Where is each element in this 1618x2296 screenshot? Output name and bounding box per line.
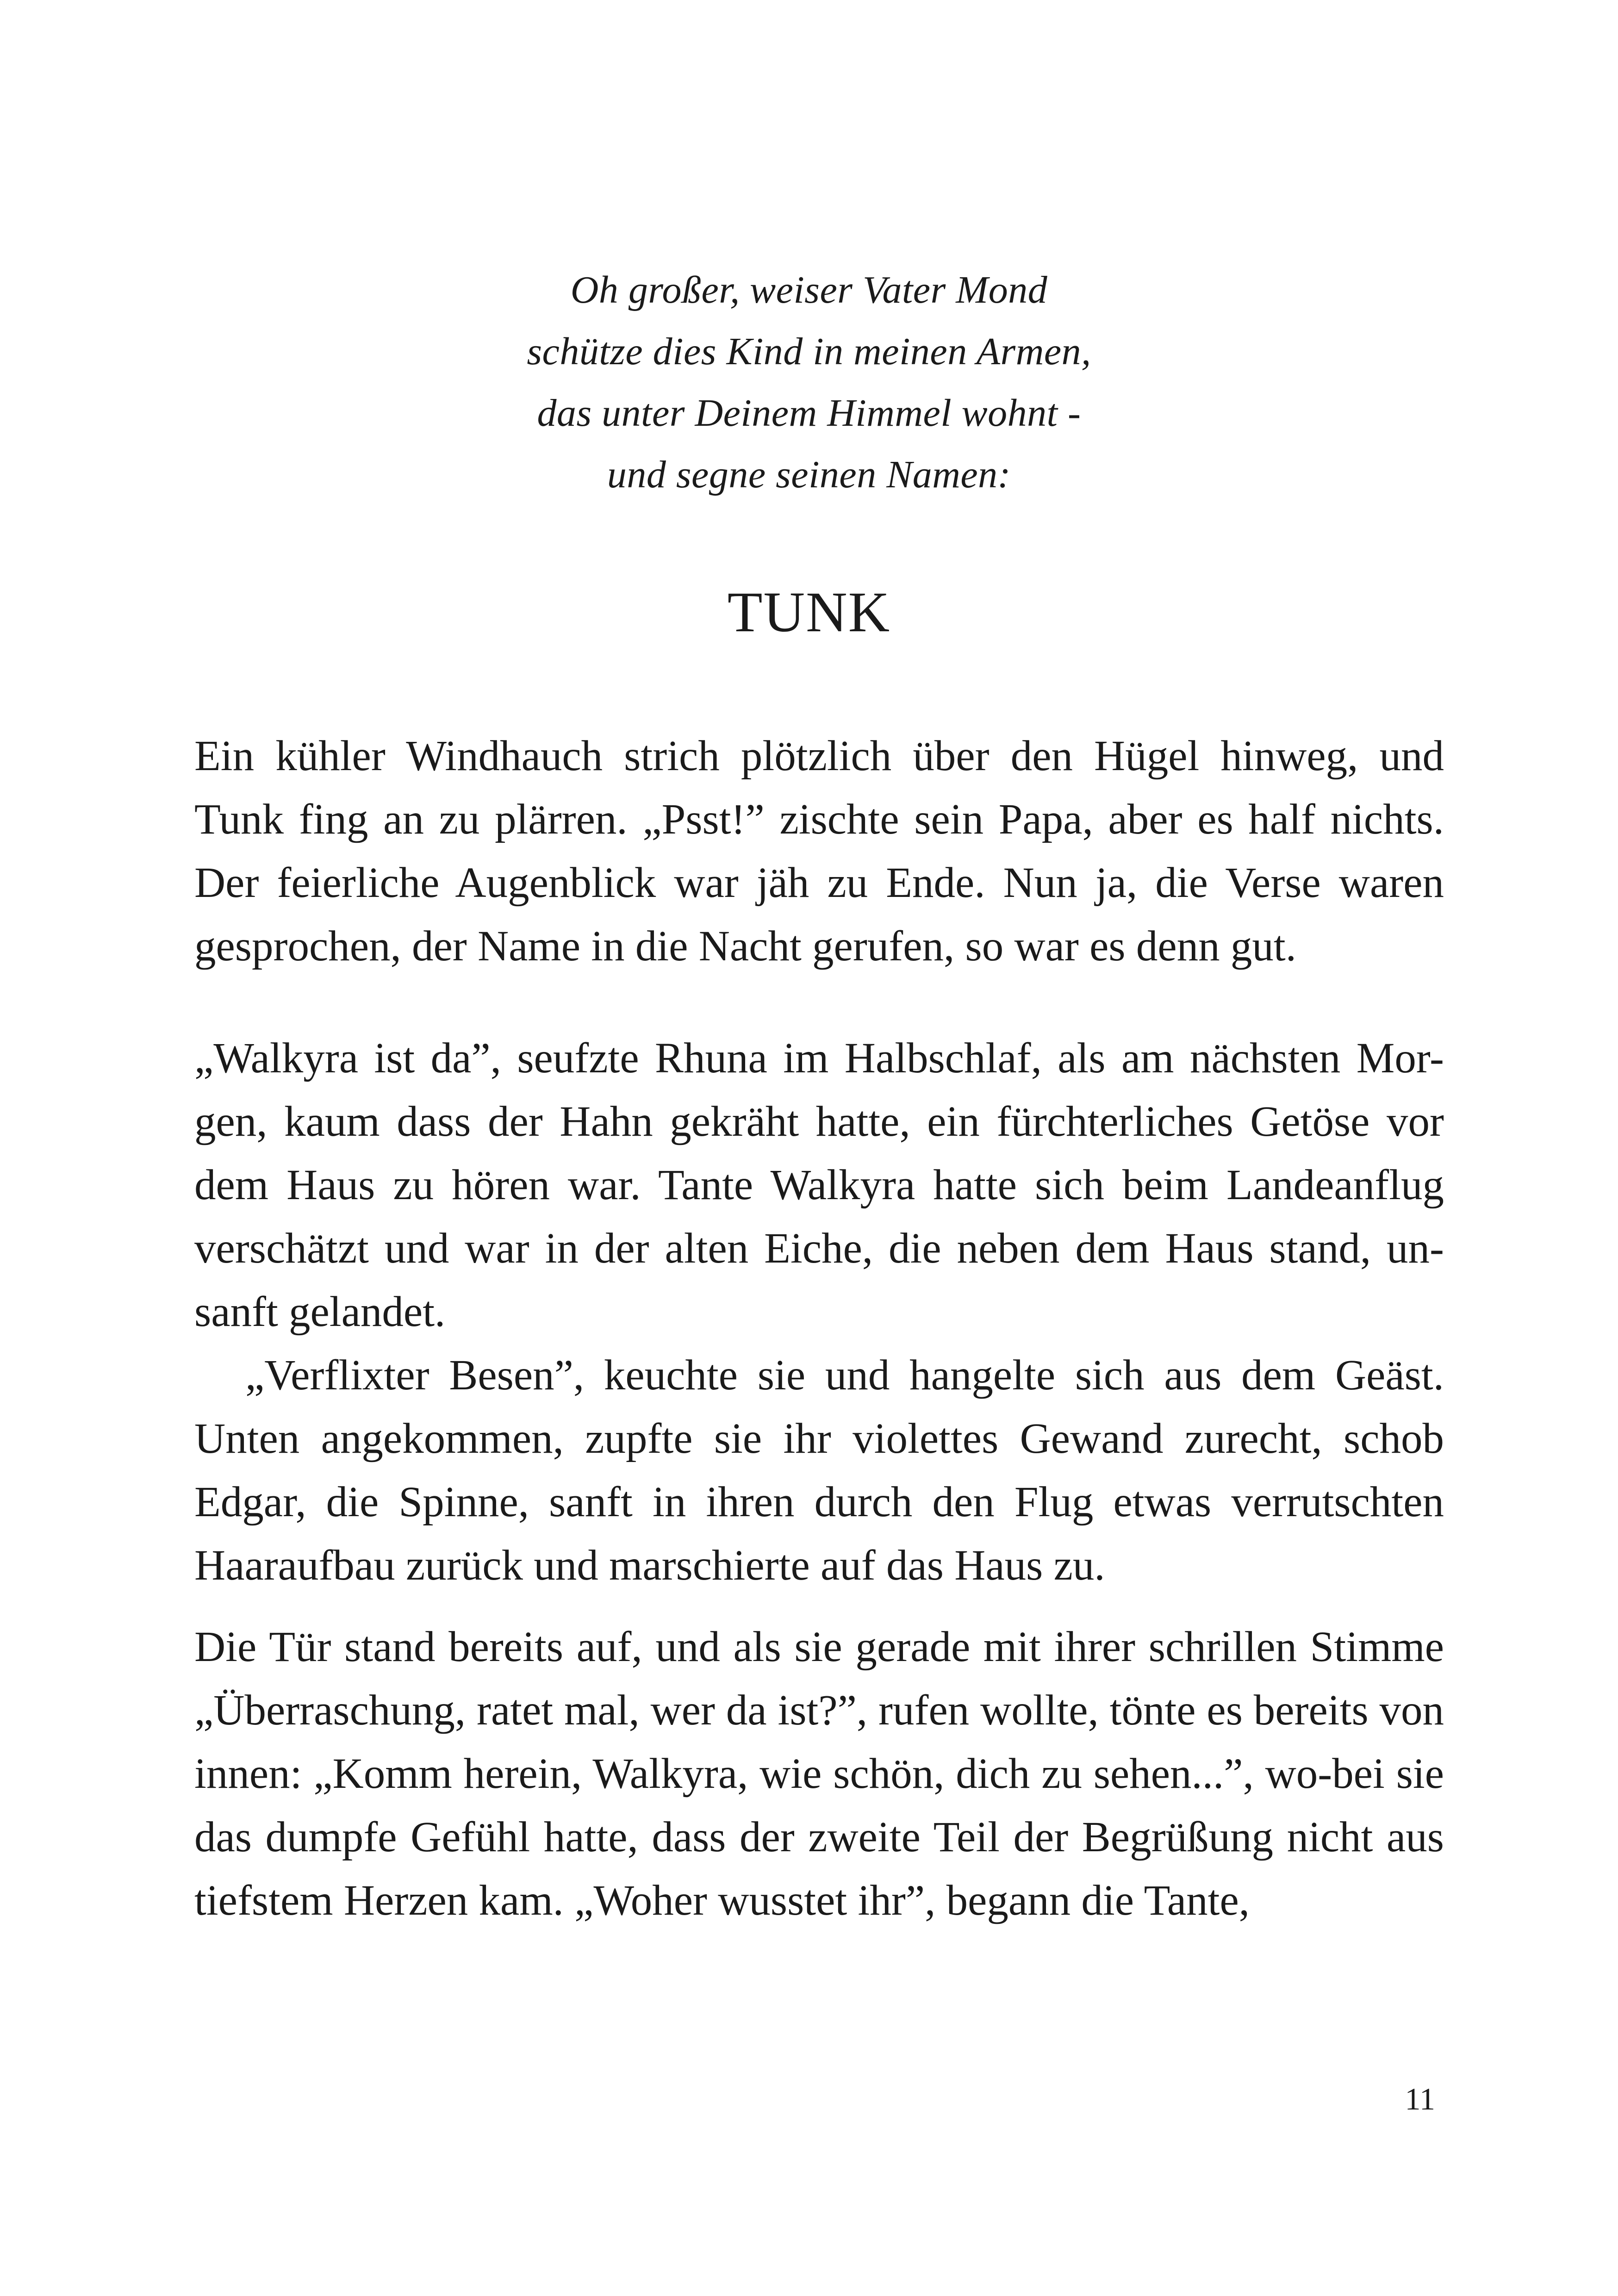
- verse-block: [0, 259, 1618, 505]
- paragraph-block-3: [194, 1615, 1444, 1932]
- paragraph-block-1: [194, 724, 1444, 978]
- paragraph-block-2: [194, 1027, 1444, 1597]
- verse-line: das unter Deinem Himmel wohnt -: [537, 392, 1081, 435]
- paragraph: „Verflixter Besen”, keuchte sie und hangelte sich aus dem Geäst. Unten angekommen, zupfte sie ihr violettes Gewand zurecht, schob Edgar, die Spinne, sanft in ihren durch den Flug etwas verrutschten Haaraufbau zurück und marschierte auf das Haus zu.: [194, 1351, 1444, 1589]
- verse-line: schütze dies Kind in meinen Armen,: [527, 330, 1091, 373]
- paragraph: Die Tür stand bereits auf, und als sie gerade mit ihrer schrillen Stimme „Überraschung, ratet mal, wer da ist?”, rufen wollte, tönte es bereits von innen: „Komm herein, Walkyra, wie schön, dich zu sehen...”, wo-bei sie das dumpfe Gefühl hatte, dass der zweite Teil der Begrüßung nicht aus tiefstem Herzen kam. „Woher wusstet ihr”, begann die Tante,: [194, 1623, 1444, 1924]
- paragraph: Ein kühler Windhauch strich plötzlich über den Hügel hinweg, und Tunk fing an zu plärren. „Psst!” zischte sein Papa, aber es half nichts. Der feierliche Augenblick war jäh zu Ende. Nun ja, die Verse waren gesprochen, der Name in die Nacht gerufen, so war es denn gut.: [194, 732, 1444, 970]
- page-number: 11: [1405, 2081, 1435, 2116]
- verse-line: und segne seinen Namen:: [607, 453, 1011, 496]
- chapter-title: TUNK: [727, 580, 891, 644]
- paragraph: „Walkyra ist da”, seufzte Rhuna im Halbschlaf, als am nächsten Mor-gen, kaum dass der Hahn gekräht hatte, ein fürchterliches Getöse vor dem Haus zu hören war. Tante Walkyra hatte sich beim Landeanflug verschätzt und war in der alten Eiche, die neben dem Haus stand, un-sanft gelandet.: [194, 1034, 1444, 1336]
- verse-line: Oh großer, weiser Vater Mond: [570, 268, 1048, 311]
